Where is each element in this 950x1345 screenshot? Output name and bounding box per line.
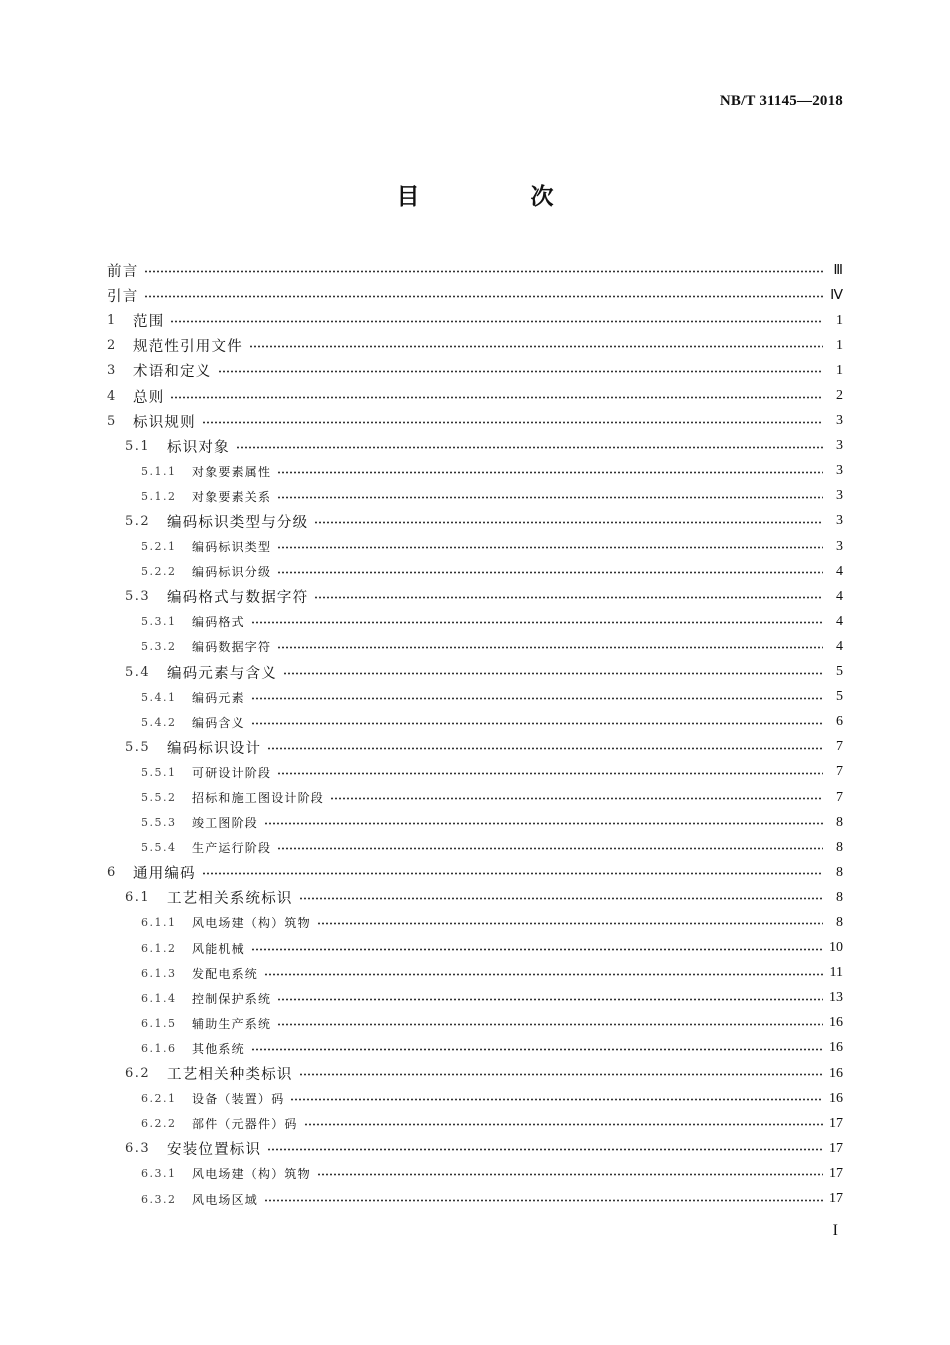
toc-entry-label: 设备（装置）码: [192, 1092, 285, 1107]
toc-entry-page: 17: [829, 1165, 843, 1181]
toc-entry-label: 部件（元器件）码: [192, 1117, 298, 1132]
toc-entry-label: 术语和定义: [133, 364, 212, 381]
toc-entry[interactable]: [107, 484, 843, 509]
toc-entry-number: 6.1: [125, 890, 151, 906]
toc-entry-number: 6.3.1: [141, 1167, 177, 1181]
toc-entry-page: 8: [836, 814, 843, 830]
toc-entry-label: 可研设计阶段: [192, 765, 272, 780]
toc-entry-number: 5: [107, 413, 117, 429]
toc-entry-number: 6.2.2: [141, 1117, 177, 1131]
toc-entry[interactable]: [107, 308, 843, 333]
toc-entry-label: 通用编码: [133, 866, 196, 883]
toc-entry-label: 其他系统: [192, 1041, 245, 1056]
dot-leader: [251, 621, 823, 624]
toc-entry[interactable]: [107, 434, 843, 459]
toc-entry-page: 11: [829, 965, 843, 981]
toc-entry[interactable]: [107, 1036, 843, 1061]
toc-entry-number: 5.4.2: [141, 715, 177, 729]
toc-entry[interactable]: [107, 1161, 843, 1186]
dot-leader: [144, 270, 823, 273]
toc-entry-page: 5: [836, 664, 843, 680]
toc-entry[interactable]: [107, 986, 843, 1011]
toc-entry-page: 13: [829, 990, 843, 1006]
toc-entry-page: 16: [829, 1065, 843, 1081]
dot-leader: [317, 922, 823, 925]
toc-entry-label: 前言: [107, 264, 139, 281]
toc-entry[interactable]: [107, 1111, 843, 1136]
dot-leader: [277, 546, 823, 549]
toc-entry-number: 6: [107, 865, 117, 881]
dot-leader: [170, 396, 823, 399]
toc-entry-number: 5.3.1: [141, 615, 177, 629]
toc-entry[interactable]: [107, 760, 843, 785]
toc-entry-label: 招标和施工图设计阶段: [192, 791, 325, 806]
toc-entry-number: 5.2: [125, 513, 151, 529]
toc-entry-label: 编码格式: [192, 615, 245, 630]
toc-entry-label: 对象要素属性: [192, 464, 272, 479]
toc-entry[interactable]: [107, 1011, 843, 1036]
dot-leader: [251, 722, 823, 725]
toc-entry-page: 4: [836, 588, 843, 604]
toc-entry-page: 4: [836, 638, 843, 654]
toc-entry-number: 6.2.1: [141, 1092, 177, 1106]
dot-leader: [170, 320, 823, 323]
toc-entry-page: 8: [836, 864, 843, 880]
dot-leader: [314, 596, 823, 599]
dot-leader: [251, 697, 823, 700]
dot-leader: [277, 571, 823, 574]
toc-entry[interactable]: [107, 409, 843, 434]
toc-entry-page: 17: [829, 1115, 843, 1131]
toc-entry-page: 3: [836, 513, 843, 529]
dot-leader: [277, 471, 823, 474]
toc-entry-number: 6.1.1: [141, 916, 177, 930]
toc-entry[interactable]: [107, 1136, 843, 1161]
dot-leader: [267, 1148, 823, 1151]
toc-entry[interactable]: [107, 634, 843, 659]
toc-entry[interactable]: [107, 283, 843, 308]
toc-entry-page: 3: [836, 463, 843, 479]
dot-leader: [304, 1123, 823, 1126]
dot-leader: [218, 370, 824, 373]
toc-entry-number: 5.5.4: [141, 841, 177, 855]
toc-entry-page: 4: [836, 613, 843, 629]
toc-entry[interactable]: [107, 609, 843, 634]
toc-entry-page: 1: [836, 362, 843, 378]
toc-entry[interactable]: [107, 358, 843, 383]
toc-entry-label: 工艺相关种类标识: [167, 1067, 293, 1084]
toc-entry[interactable]: [107, 1086, 843, 1111]
dot-leader: [264, 1199, 823, 1202]
toc-entry[interactable]: [107, 835, 843, 860]
toc-entry-label: 编码含义: [192, 715, 245, 730]
dot-leader: [202, 421, 823, 424]
toc-entry-number: 6.1.2: [141, 941, 177, 955]
toc-entry-page: 3: [836, 488, 843, 504]
toc-entry-label: 竣工图阶段: [192, 816, 259, 831]
toc-entry[interactable]: [107, 810, 843, 835]
toc-entry[interactable]: [107, 559, 843, 584]
toc-entry-label: 编码标识设计: [167, 740, 262, 757]
toc-entry-label: 风电场建（构）筑物: [192, 916, 311, 931]
toc-entry[interactable]: [107, 735, 843, 760]
dot-leader: [330, 797, 823, 800]
toc-entry[interactable]: [107, 961, 843, 986]
toc-entry-number: 5.3.2: [141, 640, 177, 654]
toc-entry-number: 5.4: [125, 664, 151, 680]
toc-entry[interactable]: [107, 534, 843, 559]
toc-entry-label: 总则: [133, 389, 165, 406]
toc-entry-number: 6.3: [125, 1141, 151, 1157]
dot-leader: [314, 521, 823, 524]
toc-entry-number: 5.5.3: [141, 816, 177, 830]
toc-entry-label: 对象要素关系: [192, 489, 272, 504]
toc-entry-label: 控制保护系统: [192, 991, 272, 1006]
toc-entry[interactable]: [107, 710, 843, 735]
dot-leader: [290, 1098, 823, 1101]
toc-entry-page: 10: [829, 940, 843, 956]
toc-entry-number: 5.3: [125, 589, 151, 605]
toc-entry-label: 编码元素与含义: [167, 665, 277, 682]
toc-entry[interactable]: [107, 1186, 843, 1211]
toc-entry-label: 工艺相关系统标识: [167, 891, 293, 908]
dot-leader: [299, 1073, 823, 1076]
dot-leader: [249, 345, 823, 348]
toc-entry-page: Ⅲ: [833, 263, 843, 279]
toc-entry-label: 范围: [133, 314, 165, 331]
toc-entry-number: 4: [107, 388, 117, 404]
toc-entry-number: 5.5.2: [141, 791, 177, 805]
dot-leader: [236, 446, 823, 449]
toc-entry-page: 8: [836, 889, 843, 905]
toc-entry[interactable]: [107, 785, 843, 810]
toc-entry-page: 6: [836, 714, 843, 730]
toc-entry-label: 安装位置标识: [167, 1142, 262, 1159]
toc-entry-number: 6.1.3: [141, 966, 177, 980]
dot-leader: [317, 1173, 823, 1176]
toc-entry[interactable]: [107, 333, 843, 358]
toc-entry-page: 16: [829, 1040, 843, 1056]
toc-entry-page: 16: [829, 1015, 843, 1031]
toc-entry-page: 4: [836, 563, 843, 579]
toc-entry-label: 编码标识分级: [192, 565, 272, 580]
toc-entry[interactable]: [107, 685, 843, 710]
dot-leader: [202, 872, 823, 875]
toc-entry-number: 5.1.1: [141, 464, 177, 478]
toc-entry-number: 6.1.4: [141, 991, 177, 1005]
toc-entry-label: 规范性引用文件: [133, 339, 243, 356]
dot-leader: [277, 646, 823, 649]
toc-entry-label: 生产运行阶段: [192, 841, 272, 856]
dot-leader: [251, 1048, 823, 1051]
toc-entry[interactable]: [107, 258, 843, 283]
toc-entry-label: 标识对象: [167, 439, 230, 456]
toc-entry-label: 编码元素: [192, 690, 245, 705]
table-of-contents: [107, 258, 843, 1212]
toc-entry-number: 6.3.2: [141, 1192, 177, 1206]
dot-leader: [144, 295, 823, 298]
toc-entry-page: 8: [836, 914, 843, 930]
toc-entry-page: 3: [836, 438, 843, 454]
toc-entry-number: 5.2.2: [141, 565, 177, 579]
toc-entry[interactable]: [107, 885, 843, 910]
dot-leader: [264, 973, 823, 976]
toc-entry-page: 17: [829, 1140, 843, 1156]
toc-entry[interactable]: [107, 860, 843, 885]
dot-leader: [277, 998, 823, 1001]
dot-leader: [277, 772, 823, 775]
toc-entry-page: 5: [836, 689, 843, 705]
toc-entry[interactable]: [107, 1061, 843, 1086]
dot-leader: [264, 822, 823, 825]
dot-leader: [299, 897, 823, 900]
toc-entry-number: 6.1.6: [141, 1041, 177, 1055]
toc-entry-page: 8: [836, 839, 843, 855]
toc-entry[interactable]: [107, 660, 843, 685]
toc-entry-number: 2: [107, 338, 117, 354]
dot-leader: [267, 747, 823, 750]
toc-entry[interactable]: [107, 509, 843, 534]
toc-entry[interactable]: [107, 459, 843, 484]
toc-entry-label: 风电场区域: [192, 1192, 259, 1207]
dot-leader: [277, 1023, 823, 1026]
toc-entry-label: 编码数据字符: [192, 640, 272, 655]
toc-entry-page: 7: [836, 739, 843, 755]
page-title: 目 次: [396, 184, 598, 210]
toc-entry-label: 风电场建（构）筑物: [192, 1167, 311, 1182]
toc-entry-page: 7: [836, 789, 843, 805]
toc-entry-number: 5.5: [125, 739, 151, 755]
toc-entry-page: 3: [836, 538, 843, 554]
toc-entry-page: 17: [829, 1191, 843, 1207]
toc-entry-number: 3: [107, 363, 117, 379]
toc-entry-page: 1: [836, 312, 843, 328]
dot-leader: [277, 847, 823, 850]
toc-entry-number: 5.1: [125, 438, 151, 454]
toc-entry-page: Ⅳ: [830, 288, 843, 304]
toc-entry-page: 1: [836, 337, 843, 353]
toc-entry[interactable]: [107, 383, 843, 408]
toc-entry-label: 辅助生产系统: [192, 1016, 272, 1031]
dot-leader: [283, 672, 823, 675]
dot-leader: [277, 496, 823, 499]
toc-entry-label: 风能机械: [192, 941, 245, 956]
toc-entry[interactable]: [107, 910, 843, 935]
toc-entry-number: 1: [107, 313, 117, 329]
toc-entry-page: 7: [836, 764, 843, 780]
toc-entry-number: 6.1.5: [141, 1016, 177, 1030]
toc-entry-label: 编码标识类型: [192, 540, 272, 555]
toc-entry[interactable]: [107, 936, 843, 961]
toc-entry-label: 标识规则: [133, 414, 196, 431]
toc-entry-label: 发配电系统: [192, 966, 259, 981]
toc-entry-number: 5.5.1: [141, 765, 177, 779]
toc-entry-page: 3: [836, 413, 843, 429]
toc-entry[interactable]: [107, 584, 843, 609]
toc-entry-number: 5.4.1: [141, 690, 177, 704]
dot-leader: [251, 948, 823, 951]
page-number: I: [832, 1222, 838, 1239]
toc-entry-label: 编码标识类型与分级: [167, 514, 309, 531]
toc-entry-number: 6.2: [125, 1066, 151, 1082]
standard-number: NB/T 31145—2018: [719, 93, 843, 109]
toc-entry-label: 引言: [107, 289, 139, 306]
toc-entry-page: 16: [829, 1090, 843, 1106]
toc-entry-number: 5.1.2: [141, 489, 177, 503]
toc-entry-page: 2: [836, 388, 843, 404]
toc-entry-number: 5.2.1: [141, 540, 177, 554]
toc-entry-label: 编码格式与数据字符: [167, 590, 309, 607]
